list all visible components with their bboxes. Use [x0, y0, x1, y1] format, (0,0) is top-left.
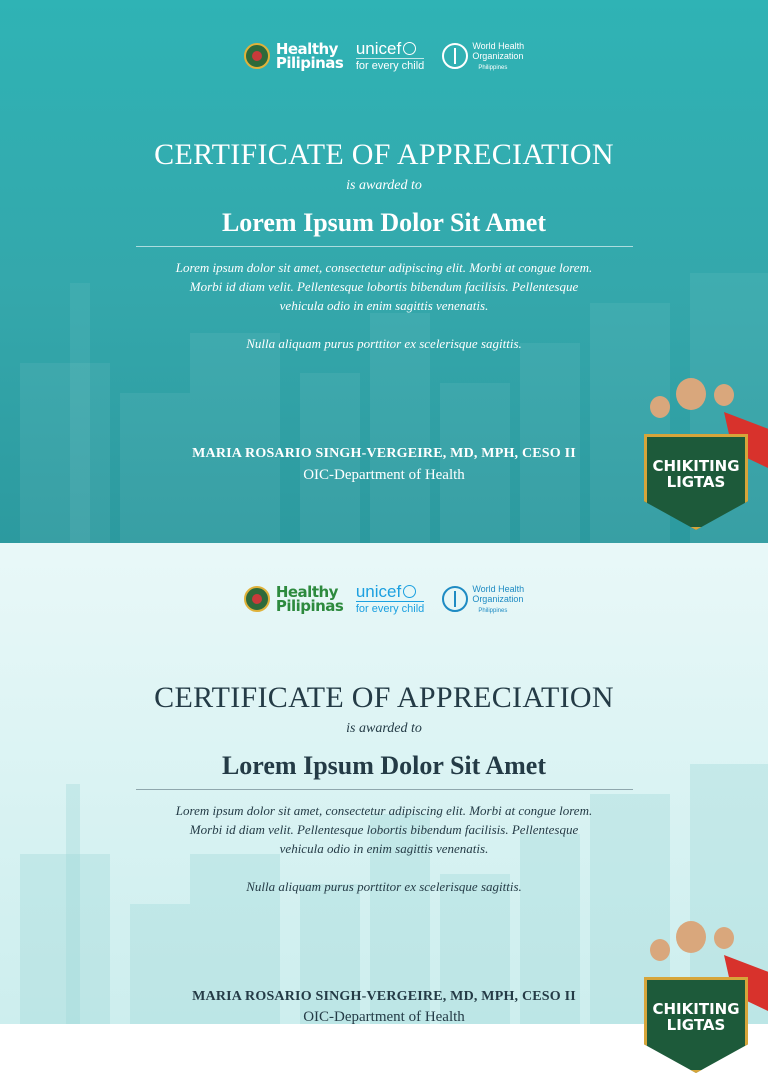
who-emblem-icon — [442, 586, 468, 612]
name-divider — [136, 789, 633, 790]
partner-logos — [0, 36, 768, 76]
body-line-2: Morbi id diam velit. Pellentesque lobortis bibendum facilisis. Pellentesque — [189, 279, 579, 294]
chikiting-ligtas-badge — [624, 372, 768, 532]
body-line-3: vehicula odio in enim sagittis venenatis. — [279, 298, 489, 313]
healthy-pilipinas-logo — [244, 40, 344, 72]
who-logo — [442, 584, 524, 615]
healthy-pilipinas-logo — [244, 583, 344, 615]
child-figure-icon — [714, 384, 734, 406]
signer-title: OIC-Department of Health — [303, 467, 465, 483]
who-logo — [442, 41, 524, 72]
badge-line-1: CHIKITING — [652, 457, 740, 475]
who-line-3: Philippines — [478, 64, 508, 71]
certificate-title: CERTIFICATE OF APPRECIATION — [154, 681, 614, 714]
unicef-globe-icon — [403, 42, 416, 55]
unicef-wordmark: unicef — [355, 581, 402, 601]
awarded-to-label: is awarded to — [346, 721, 422, 736]
signer-name: MARIA ROSARIO SINGH-VERGEIRE, MD, MPH, CESO II — [192, 989, 576, 1004]
child-figure-icon — [650, 939, 670, 961]
unicef-wordmark: unicef — [355, 38, 402, 58]
badge-title — [644, 1001, 748, 1033]
partner-logos — [0, 579, 768, 619]
certificate-body — [126, 801, 642, 896]
badge-line-2: LIGTAS — [666, 473, 726, 491]
unicef-globe-icon — [403, 585, 416, 598]
who-line-1: World Health — [472, 40, 525, 51]
certificate-body — [126, 258, 642, 353]
unicef-logo — [356, 583, 424, 616]
body-line-1: Lorem ipsum dolor sit amet, consectetur adipiscing elit. Morbi at congue lorem. — [175, 260, 593, 275]
body-line-3: vehicula odio in enim sagittis venenatis. — [279, 841, 489, 856]
badge-line-2: LIGTAS — [666, 1016, 726, 1034]
recipient-name: Lorem Ipsum Dolor Sit Amet — [221, 208, 547, 237]
signer-name: MARIA ROSARIO SINGH-VERGEIRE, MD, MPH, CESO II — [192, 446, 576, 461]
healthy-pilipinas-wordmark: Healthy Pilipinas — [275, 40, 344, 72]
body-line-2: Morbi id diam velit. Pellentesque lobortis bibendum facilisis. Pellentesque — [189, 822, 579, 837]
who-line-2: Organization — [472, 593, 524, 604]
awarded-to-label: is awarded to — [346, 178, 422, 193]
body-line-4: Nulla aliquam purus porttitor ex scelerisque sagittis. — [246, 336, 522, 351]
unicef-tagline: for every child — [355, 59, 425, 72]
unicef-tagline: for every child — [355, 602, 425, 615]
name-divider — [136, 246, 633, 247]
doh-seal-icon — [244, 586, 270, 612]
child-figure-icon — [714, 927, 734, 949]
certificate-title: CERTIFICATE OF APPRECIATION — [154, 138, 614, 171]
chikiting-ligtas-badge — [624, 915, 768, 1075]
doh-seal-icon — [244, 43, 270, 69]
child-figure-icon — [676, 921, 706, 953]
badge-line-1: CHIKITING — [652, 1000, 740, 1018]
healthy-pilipinas-wordmark: Healthy Pilipinas — [275, 583, 344, 615]
who-emblem-icon — [442, 43, 468, 69]
who-line-2: Organization — [472, 50, 524, 61]
body-line-4: Nulla aliquam purus porttitor ex scelerisque sagittis. — [246, 879, 522, 894]
child-figure-icon — [676, 378, 706, 410]
who-line-1: World Health — [472, 583, 525, 594]
signer-title: OIC-Department of Health — [303, 1009, 465, 1025]
recipient-name: Lorem Ipsum Dolor Sit Amet — [221, 751, 547, 780]
who-line-3: Philippines — [478, 607, 508, 614]
body-line-1: Lorem ipsum dolor sit amet, consectetur adipiscing elit. Morbi at congue lorem. — [175, 803, 593, 818]
unicef-logo — [356, 40, 424, 73]
badge-title — [644, 458, 748, 490]
certificate-light — [0, 543, 768, 1034]
child-figure-icon — [650, 396, 670, 418]
